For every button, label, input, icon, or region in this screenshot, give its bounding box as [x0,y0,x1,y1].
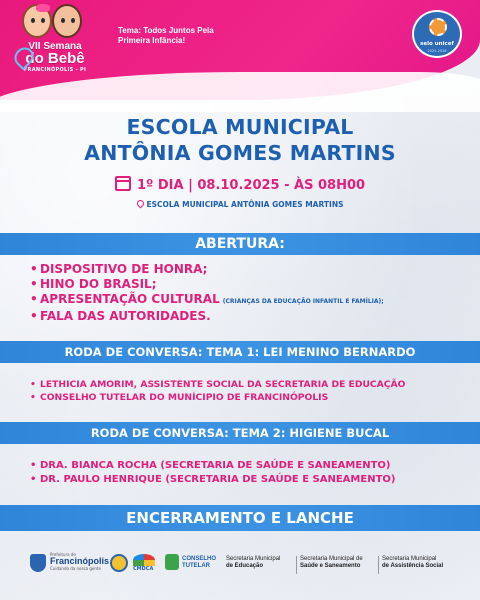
sec-educacao-logo [226,556,280,570]
list-item: • HINO DO BRASIL; [30,277,470,292]
calendar-icon [115,176,131,191]
sec-edu-line1: Secretaria Municipal [226,556,281,562]
footer-divider [378,556,379,574]
list-item: • LETHICIA AMORIM, ASSISTENTE SOCIAL DA SECRETARIA DE EDUCAÇÃO [30,378,475,391]
sec-saude-line1: Secretaria Municipal de [300,556,363,562]
list-item: • CONSELHO TUTELAR DO MUNÍCIPIO DE FRANCINÓPOLIS [30,391,475,404]
location-pin-icon [135,199,145,209]
conselho-tutelar-logo [182,556,216,570]
sec-saude-logo [300,556,363,570]
event-title-line2: do Bebê [25,50,85,67]
abertura-list [30,262,470,324]
list-item: • APRESENTAÇÃO CULTURAL (CRIANÇAS DA EDUCAÇÃO INFANTIL E FAMÍLIA); [30,292,470,309]
prefeitura-logo [50,552,109,571]
coat-of-arms-icon [30,554,46,572]
baby-boy-icon [52,4,82,38]
conselho-icon [165,554,179,570]
section-band-abertura: ABERTURA: [0,233,480,255]
unicef-sun-icon [429,18,447,36]
list-item: • FALA DAS AUTORIDADES. [30,309,470,324]
tema-line2: Primeira Infância! [118,36,186,45]
school-title-line2: ANTÔNIA GOMES MARTINS [84,141,396,165]
footer-logos [0,548,480,580]
sec-assistencia-logo [382,556,443,570]
prefeitura-name: Francinópolis [50,556,110,566]
tema2-list [30,459,475,487]
cmdca-label: CMDCA [133,566,154,572]
event-place-text: ESCOLA MUNICIPAL ANTÔNIA GOMES MARTINS [146,200,344,209]
list-item: • DRA. BIANCA ROCHA (SECRETARIA DE SAÚDE E SANEAMENTO) [30,459,475,473]
section-band-tema1: RODA DE CONVERSA: TEMA 1: LEI MENINO BERNARDO [0,341,480,363]
cmdca-icon [133,554,155,566]
baby-girl-icon [22,4,52,38]
list-item: • DR. PAULO HENRIQUE (SECRETARIA DE SAÚDE E SANEAMENTO) [30,473,475,487]
conselho-line1: CONSELHO [182,556,217,562]
selo-label: selo unicef [420,41,454,47]
prefeitura-sub: Cuidando da nossa gente [50,566,101,571]
school-title [0,114,480,166]
prefeitura-small: Prefeitura de [50,552,76,557]
cmdca-logo [133,554,155,572]
footer-divider [296,556,297,574]
selo-year: 2025-2028 [427,49,447,53]
event-date-text: 1º DIA | 08.10.2025 - ÀS 08H00 [136,178,366,193]
list-item: • DISPOSITIVO DE HONRA; [30,262,470,277]
seal-icon [110,554,128,572]
section-band-tema2: RODA DE CONVERSA: TEMA 2: HIGIENE BUCAL [0,422,480,444]
list-item-note: (CRIANÇAS DA EDUCAÇÃO INFANTIL E FAMÍLIA); [222,298,384,305]
semana-do-bebe-logo [6,4,104,86]
tema-line1: Tema: Todos Juntos Pela [118,26,214,35]
school-title-line1: ESCOLA MUNICIPAL [126,115,354,139]
babies-illustration [6,4,104,42]
selo-unicef-badge [412,10,462,58]
sec-assist-line2: de Assistência Social [382,563,444,569]
event-date [0,176,480,195]
section-band-encerramento: ENCERRAMENTO E LANCHE [0,505,480,531]
event-title-line1: VII Semana [28,41,82,52]
tema-text [118,26,228,46]
tema1-list [30,378,475,404]
sec-edu-line2: de Educação [226,563,264,569]
sec-assist-line1: Secretaria Municipal [382,556,437,562]
conselho-line2: TUTELAR [182,563,210,569]
event-city: FRANCINÓPOLIS - PI [23,67,87,73]
event-place [0,199,480,211]
sec-saude-line2: Saúde e Saneamento [300,563,361,569]
